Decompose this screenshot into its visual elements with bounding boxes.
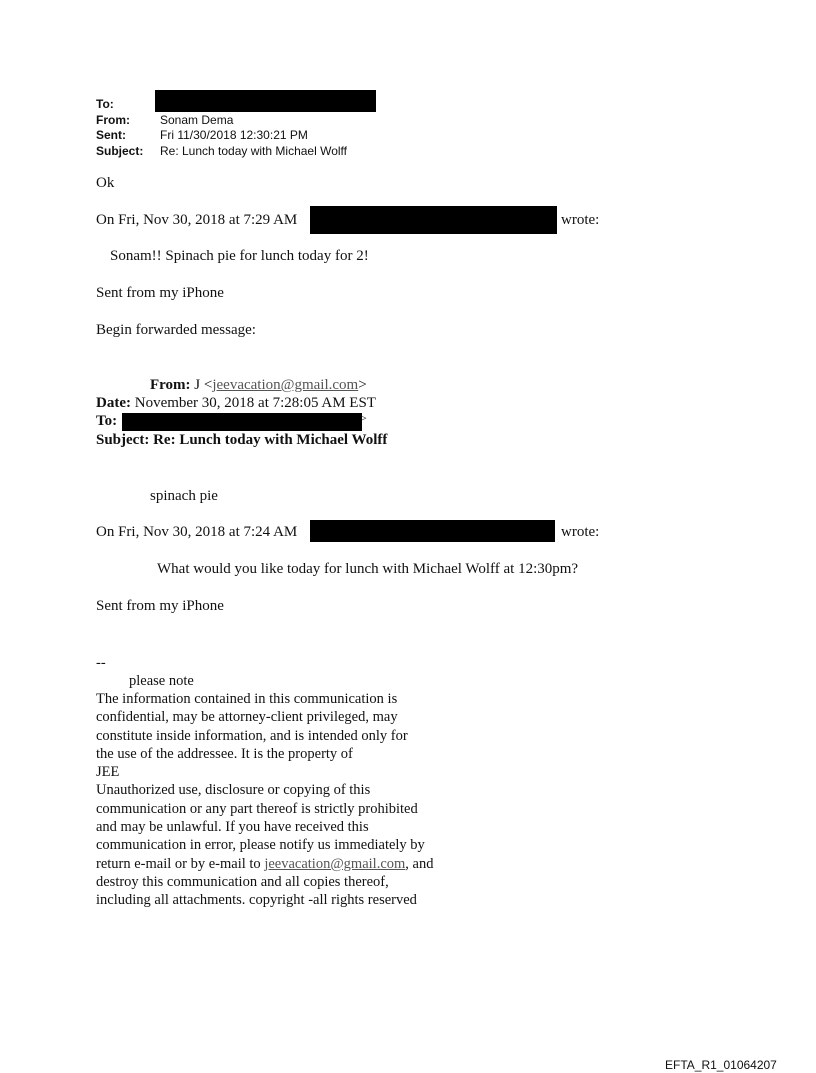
- signature-dashes: --: [96, 655, 106, 671]
- fwd-to-label: To:: [96, 413, 118, 429]
- redaction-bar: [310, 206, 557, 234]
- sent-label: Sent:: [96, 128, 126, 142]
- fwd-from-line: [150, 377, 367, 394]
- fwd-date-value: November 30, 2018 at 7:28:05 AM EST: [134, 395, 376, 411]
- quote1-signature: Sent from my iPhone: [96, 285, 224, 301]
- disclaimer-email-prefix: return e-mail or by e-mail to: [96, 855, 265, 872]
- reply-body: Ok: [96, 175, 115, 191]
- disclaimer-line: and may be unlawful. If you have received this: [96, 819, 369, 836]
- to-label: To:: [96, 97, 114, 111]
- disclaimer-line: Unauthorized use, disclosure or copying of this: [96, 782, 371, 799]
- redaction-bar: [155, 90, 376, 112]
- disclaimer-line: communication in error, please notify us immediately by: [96, 837, 425, 854]
- from-label: From:: [96, 113, 130, 127]
- disclaimer-body: [96, 690, 433, 910]
- sent-value: Fri 11/30/2018 12:30:21 PM: [160, 128, 308, 142]
- quote2-message: What would you like today for lunch with Michael Wolff at 12:30pm?: [157, 561, 579, 577]
- redaction-bar: [122, 413, 362, 431]
- fwd-subject-value: Re: Lunch today with Michael Wolff: [153, 432, 388, 448]
- disclaimer-note: please note: [129, 673, 194, 689]
- disclaimer-email-suffix: , and: [405, 855, 434, 872]
- disclaimer-line: confidential, may be attorney-client privileged, may: [96, 709, 398, 726]
- quote1-wrote: wrote:: [561, 212, 600, 228]
- document-id: EFTA_R1_01064207: [665, 1058, 777, 1072]
- quote2-wrote: wrote:: [561, 524, 600, 540]
- fwd-date-label: Date:: [96, 395, 131, 411]
- fwd-from-prefix: J <: [194, 377, 213, 393]
- quote1-intro: On Fri, Nov 30, 2018 at 7:29 AM: [96, 212, 298, 228]
- disclaimer-line: The information contained in this communication is: [96, 691, 398, 707]
- forward-line: Begin forwarded message:: [96, 322, 256, 338]
- fwd-from-email-link[interactable]: jeevacation@gmail.com: [212, 377, 359, 393]
- quote2-signature: Sent from my iPhone: [96, 598, 224, 614]
- fwd-body: spinach pie: [150, 488, 218, 504]
- fwd-to-suffix: >: [360, 411, 367, 425]
- disclaimer-line: the use of the addressee. It is the property of: [96, 745, 353, 762]
- subject-value: Re: Lunch today with Michael Wolff: [160, 144, 347, 158]
- subject-label: Subject:: [96, 144, 144, 158]
- disclaimer-line: destroy this communication and all copies thereof,: [96, 873, 389, 890]
- fwd-from-label: From:: [150, 377, 191, 393]
- disclaimer-line: constitute inside information, and is intended only for: [96, 727, 408, 744]
- fwd-subject-line: [96, 432, 387, 449]
- quote2-intro: On Fri, Nov 30, 2018 at 7:24 AM: [96, 524, 298, 540]
- fwd-from-suffix: >: [358, 377, 367, 393]
- disclaimer-line: communication or any part thereof is strictly prohibited: [96, 800, 418, 817]
- disclaimer-line: JEE: [96, 764, 120, 781]
- fwd-date-line: [96, 395, 376, 412]
- from-value: Sonam Dema: [160, 113, 234, 127]
- disclaimer-email-line: [96, 855, 433, 873]
- fwd-subject-label: Subject:: [96, 432, 150, 448]
- redaction-bar: [310, 520, 555, 542]
- disclaimer-email-link[interactable]: jeevacation@gmail.com: [264, 855, 406, 872]
- disclaimer-line: including all attachments. copyright -all rights reserved: [96, 892, 417, 909]
- quote1-message: Sonam!! Spinach pie for lunch today for 2!: [110, 248, 369, 264]
